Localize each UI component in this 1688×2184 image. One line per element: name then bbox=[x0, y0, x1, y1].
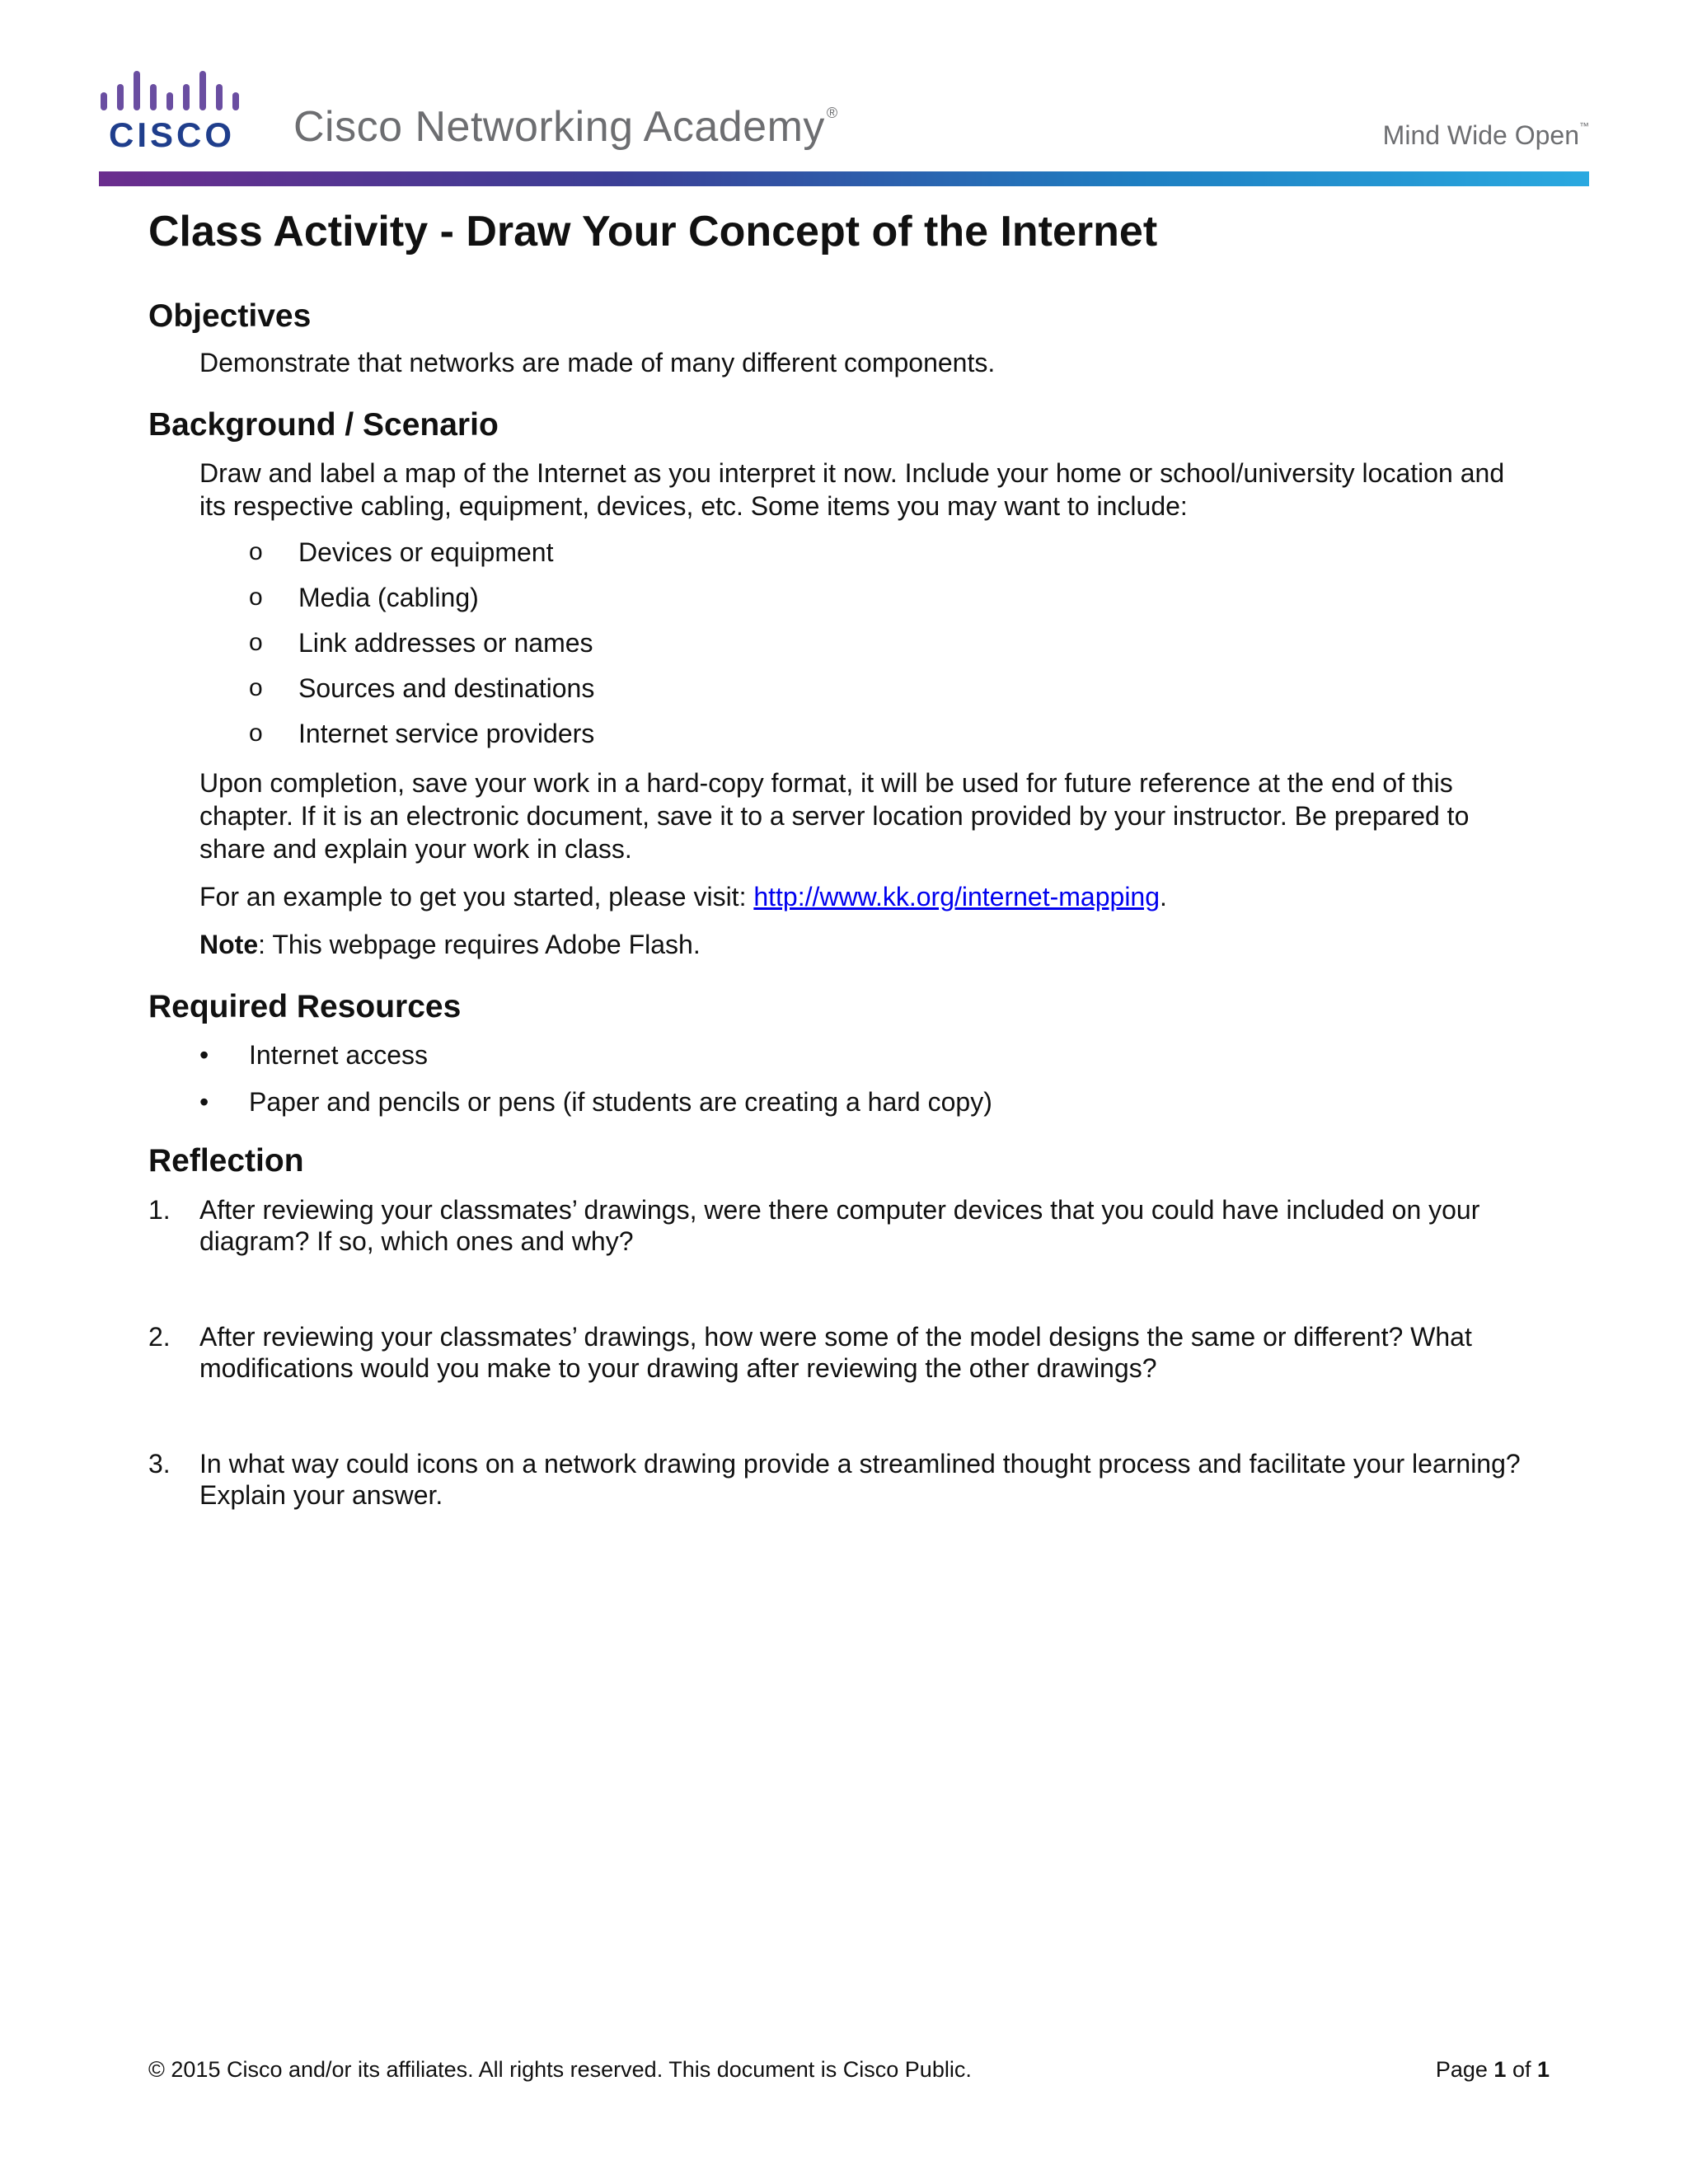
list-item: • Internet access bbox=[199, 1040, 428, 1070]
reflection-heading: Reflection bbox=[148, 1143, 304, 1179]
resources-list bbox=[148, 1038, 1533, 1118]
list-item: o Devices or equipment bbox=[249, 537, 554, 567]
academy-title: Cisco Networking Academy ® bbox=[293, 103, 838, 151]
note-label: Note bbox=[199, 930, 259, 959]
list-item: o Sources and destinations bbox=[249, 673, 595, 703]
example-text: For an example to get you started, please visit: http://www.kk.org/internet-mapping. bbox=[199, 882, 1167, 912]
objectives-text: Demonstrate that networks are made of many different components. bbox=[199, 348, 996, 377]
reflection-question: 2. After reviewing your classmates’ drawings, how were some of the model designs the same or different? What modifications would you make to your drawing after reviewing the other drawings? bbox=[148, 1322, 1472, 1383]
document-title: Class Activity - Draw Your Concept of the Internet bbox=[148, 208, 1158, 255]
cisco-logo-text: CISCO bbox=[109, 115, 236, 154]
note-text: Note: This webpage requires Adobe Flash. bbox=[199, 930, 701, 959]
document-body bbox=[148, 203, 1533, 1575]
reflection-question: 1. After reviewing your classmates’ drawings, were there computer devices that you could have included on your diagram? If so, which ones and why? bbox=[148, 1195, 1480, 1256]
reflection-list bbox=[148, 1194, 1533, 1511]
internet-mapping-link[interactable]: http://www.kk.org/internet-mapping bbox=[753, 882, 1160, 912]
list-item: o Link addresses or names bbox=[249, 628, 593, 658]
page-header bbox=[99, 58, 1589, 190]
copyright-text: © 2015 Cisco and/or its affiliates. All rights reserved. This document is Cisco Public. bbox=[148, 2057, 972, 2082]
tagline: Mind Wide Open™ bbox=[1382, 120, 1589, 150]
background-heading: Background / Scenario bbox=[148, 407, 499, 443]
cisco-logo bbox=[99, 64, 256, 155]
list-item: o Media (cabling) bbox=[249, 583, 479, 612]
list-item: • Paper and pencils or pens (if students are creating a hard copy) bbox=[199, 1087, 992, 1117]
include-items-list bbox=[148, 536, 1533, 750]
objectives-heading: Objectives bbox=[148, 298, 312, 334]
header-gradient-bar bbox=[99, 171, 1589, 186]
list-item: o Internet service providers bbox=[249, 719, 595, 748]
reflection-question: 3. In what way could icons on a network drawing provide a streamlined thought process and facilitate your learning? Explain your answer. bbox=[148, 1449, 1521, 1510]
background-intro: Draw and label a map of the Internet as you interpret it now. Include your home or school/university location and its respective cabling, equipment, devices, etc. Some items you may want to include: bbox=[199, 458, 1505, 521]
resources-heading: Required Resources bbox=[148, 989, 462, 1024]
page-number: Page 1 of 1 bbox=[1435, 2057, 1550, 2082]
completion-text: Upon completion, save your work in a hard-copy format, it will be used for future reference at the end of this chapter. If it is an electronic document, save it to a server location provided by your instructor. Be prepared to share and explain your work in class. bbox=[199, 768, 1470, 864]
